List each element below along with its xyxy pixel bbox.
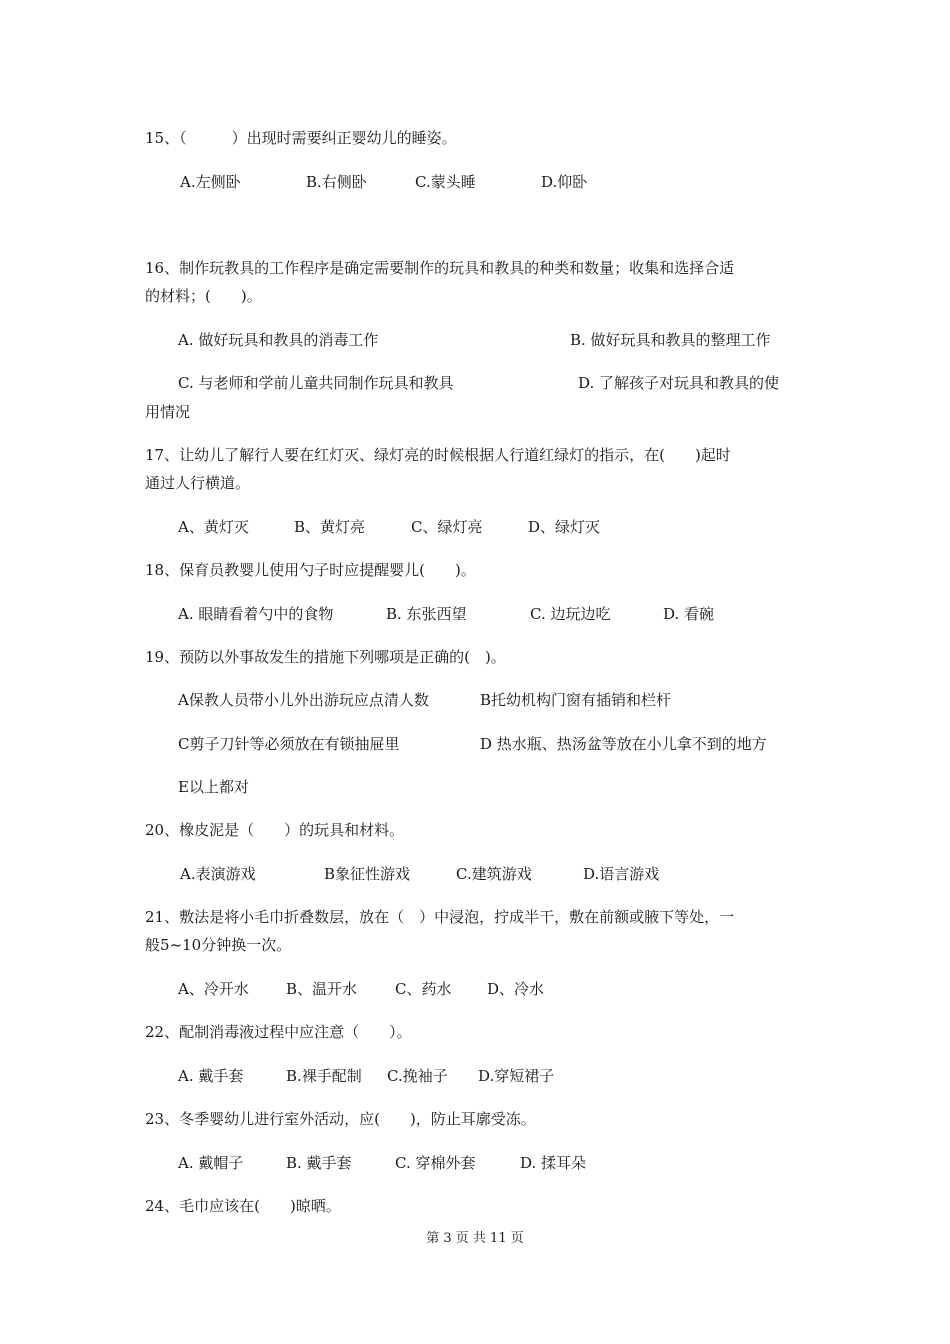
question-21-option-a: A、冷开水	[178, 980, 249, 998]
question-21-option-d: D、冷水	[487, 980, 545, 998]
question-18-option-d: D. 看碗	[663, 605, 715, 623]
question-21-option-c: C、药水	[395, 980, 452, 998]
question-16-option-c: C. 与老师和学前儿童共同制作玩具和教具	[178, 374, 454, 392]
question-23-stem: 23、冬季婴幼儿进行室外活动，应( )，防止耳廓受冻。	[145, 1110, 536, 1128]
question-16-option-d: D. 了解孩子对玩具和教具的使	[578, 374, 780, 392]
question-22-option-a: A. 戴手套	[178, 1067, 244, 1085]
question-24-stem: 24、毛巾应该在( )晾晒。	[145, 1197, 341, 1215]
question-16-option-b: B. 做好玩具和教具的整理工作	[570, 331, 771, 349]
question-16-option-d-continued: 用情况	[145, 403, 191, 421]
page-number-footer: 第 3 页 共 11 页	[426, 1231, 524, 1246]
question-21-option-b: B、温开水	[286, 980, 358, 998]
question-17-stem-line-1: 17、让幼儿了解行人要在红灯灭、绿灯亮的时候根据人行道红绿灯的指示，在( )起时	[145, 446, 731, 464]
question-20-option-b: B象征性游戏	[324, 865, 411, 883]
question-17-option-b: B、黄灯亮	[294, 518, 366, 536]
question-20-stem: 20、橡皮泥是（ ）的玩具和材料。	[145, 821, 405, 839]
question-20-option-d: D.语言游戏	[583, 865, 660, 883]
question-16-stem-line-2: 的材料；( )。	[145, 287, 262, 305]
question-15-option-d: D.仰卧	[541, 173, 588, 191]
question-23-option-b: B. 戴手套	[286, 1154, 352, 1172]
question-17-option-c: C、绿灯亮	[411, 518, 483, 536]
question-15-option-b: B.右侧卧	[306, 173, 367, 191]
question-17-option-d: D、绿灯灭	[528, 518, 601, 536]
question-19-option-d: D 热水瓶、热汤盆等放在小儿拿不到的地方	[480, 735, 767, 753]
question-15-stem: 15、（ ）出现时需要纠正婴幼儿的睡姿。	[145, 129, 457, 147]
question-19-stem: 19、预防以外事故发生的措施下列哪项是正确的( )。	[145, 648, 506, 666]
question-18-option-b: B. 东张西望	[386, 605, 467, 623]
question-22-stem: 22、配制消毒液过程中应注意（ ）。	[145, 1023, 412, 1041]
question-21-stem-line-1: 21、敷法是将小毛巾折叠数层，放在（ ）中浸泡，拧成半干，敷在前额或腋下等处，一	[145, 908, 735, 926]
question-16-option-a: A. 做好玩具和教具的消毒工作	[178, 331, 379, 349]
question-18-option-a: A. 眼睛看着勺中的食物	[178, 605, 334, 623]
question-19-option-a: A保教人员带小儿外出游玩应点清人数	[178, 691, 429, 709]
question-19-option-b: B托幼机构门窗有插销和栏杆	[480, 691, 672, 709]
question-17-option-a: A、黄灯灭	[178, 518, 249, 536]
question-22-option-c: C.挽袖子	[387, 1067, 448, 1085]
question-18-stem: 18、保育员教婴儿使用勺子时应提醒婴儿( )。	[145, 561, 476, 579]
question-16-stem-line-1: 16、制作玩教具的工作程序是确定需要制作的玩具和教具的种类和数量；收集和选择合适	[145, 259, 735, 277]
question-21-stem-line-2: 般5~10分钟换一次。	[145, 936, 292, 954]
question-22-option-b: B.裸手配制	[286, 1067, 362, 1085]
question-23-option-c: C. 穿棉外套	[395, 1154, 476, 1172]
question-23-option-a: A. 戴帽子	[178, 1154, 244, 1172]
question-23-option-d: D. 揉耳朵	[520, 1154, 587, 1172]
question-20-option-c: C.建筑游戏	[456, 865, 532, 883]
question-20-option-a: A.表演游戏	[180, 865, 256, 883]
question-19-option-c: C剪子刀针等必须放在有锁抽屉里	[178, 735, 400, 753]
question-22-option-d: D.穿短裙子	[478, 1067, 555, 1085]
question-17-stem-line-2: 通过人行横道。	[145, 474, 251, 492]
question-15-option-a: A.左侧卧	[180, 173, 241, 191]
question-18-option-c: C. 边玩边吃	[530, 605, 611, 623]
question-19-option-e: E以上都对	[178, 778, 249, 796]
question-15-option-c: C.蒙头睡	[415, 173, 476, 191]
